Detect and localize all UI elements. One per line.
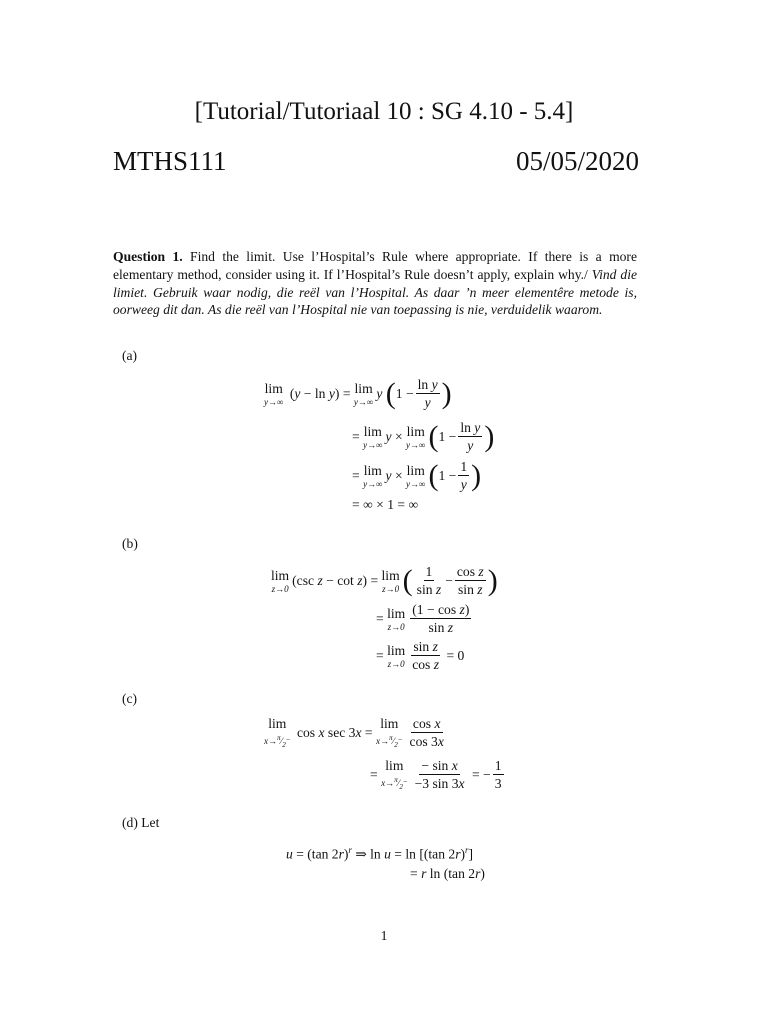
page-number: 1	[380, 928, 388, 943]
part-c-label: (c)	[122, 691, 138, 706]
date: 05/05/2020	[516, 146, 640, 176]
question-text-english: Find the limit. Use l’Hospital’s Rule where appropriate. If there is a more elementary method, consider using it. If l’Hospital’s Rule doesn’t apply, explain why./	[113, 249, 637, 282]
page-title: [Tutorial/Tutoriaal 10 : SG 4.10 - 5.4]	[194, 98, 574, 125]
part-d-label: (d) Let	[122, 815, 160, 830]
question-text	[113, 248, 637, 319]
solution-c-line-2: = lim $x\to^\pi⁄_2^-$ $\frac{\text{− sin x}}{-3 \sin 3x}$ = − $\frac{1}{3}$	[370, 758, 502, 792]
solution-d-line-2: = r ln (tan 2r)	[410, 866, 485, 881]
question-text-afrikaans: Vind die limiet. Gebruik waar nodig, die reël van l’Hospital. As daar ’n meer elementêre metode is, oorweeg dit dan. As die reël van l’Hospital nie van toepassing is nie, verduidelik waarom.	[113, 266, 638, 318]
solution-a-line-3: = lim y→∞ y × lim y→∞ ( 1 − $\frac{1}{y}$ )	[352, 458, 482, 492]
course-code: MTHS111	[113, 146, 227, 176]
solution-a-line-2: = lim y→∞ y × lim y→∞ ( 1 − $\frac{\text{ln y}}{y}$ )	[352, 419, 495, 453]
solution-a-line-1: lim y→∞ (y − ln y) = lim y→∞ y ( 1 − $\frac{\text{ln y}}{y}$ )	[264, 376, 452, 410]
question-label: Question 1.	[113, 249, 183, 264]
solution-b-line-3: = lim z→0 $\frac{\text{sin z}}{\text{cos z}}$ = 0	[376, 639, 465, 672]
part-a-label: (a)	[122, 348, 138, 363]
part-b-label: (b)	[122, 536, 138, 551]
solution-b-line-1: lim z→0 (csc z − cot z) = lim z→0 ( $\frac{1}{\text{sin z}}$ − $\frac{\text{cos z}}{\text{sin z}}$ )	[271, 563, 498, 597]
solution-c-line-1: lim $x\to^\pi⁄_2^-$ cos x sec 3x = lim $x\to^\pi⁄_2^-$ $\frac{\text{cos x}}{\cos 3x}$	[264, 716, 444, 750]
solution-b-line-2: = lim z→0 $\frac{\text{(1 − cos z)}}{\text{sin z}}$	[376, 602, 470, 635]
solution-a-line-4: = ∞ × 1 = ∞	[352, 497, 419, 512]
solution-d-line-1: u = (tan 2r)$^r$ ⇒ ln u = ln [(tan 2r)$^r$]	[286, 845, 474, 862]
